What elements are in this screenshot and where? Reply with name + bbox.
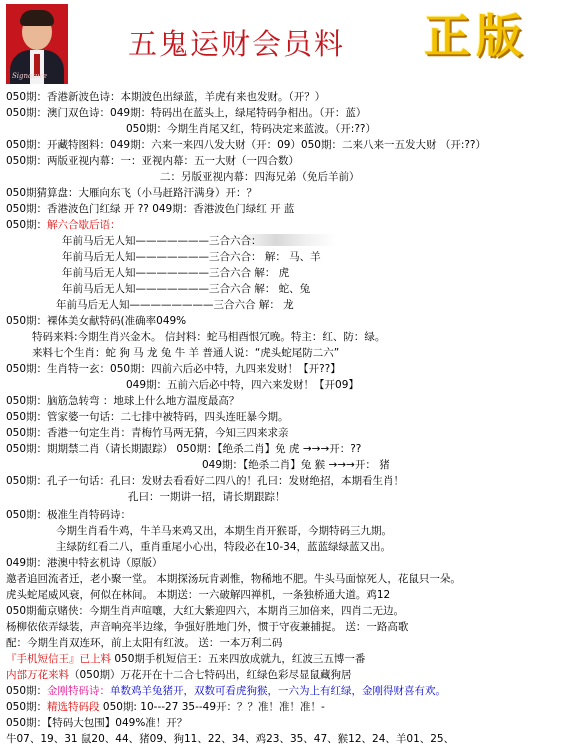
text-line <box>56 298 294 313</box>
line-segment: 050期：极准生肖特码诗： <box>6 509 132 521</box>
line-segment: 050期：澳门双色诗：049期：特码出在蓝头上，绿尾特码争相出。（开：蓝） <box>6 107 367 119</box>
text-line <box>62 266 289 281</box>
text-line <box>6 716 187 731</box>
line-segment: 配：今期生肖双连环，前上太阳有红波。 送：一本万利二码 <box>6 637 283 649</box>
line-segment: 二：另版亚视内幕：四海兄弟（免后羊前） <box>160 171 360 183</box>
text-line <box>56 524 392 539</box>
line-segment: 050期手机短信王：五来四放成就九，红波三五博一番 <box>111 653 366 665</box>
line-segment: 049期：五前六后必中特，四六来发财！【开09】 <box>126 379 359 391</box>
header <box>0 0 576 90</box>
line-segment: 年前马后无人知———————三合六合： 解： 马、羊 <box>62 251 321 263</box>
text-line <box>56 540 391 555</box>
text-line <box>32 330 385 345</box>
text-line <box>6 442 361 457</box>
text-line <box>6 508 131 523</box>
text-line <box>6 154 299 169</box>
text-line <box>202 458 390 473</box>
line-segment: 金刚特码诗： <box>47 685 111 697</box>
avatar <box>6 4 68 84</box>
line-segment: 050期：生肖特一玄：050期：四前六后必中特，九四来发财！【开??】 <box>6 363 341 375</box>
text-line <box>126 122 376 137</box>
text-line <box>62 282 310 297</box>
line-segment: 今期生肖看牛鸡，牛羊马来鸡又出，本期生肖开猴哥，今期特码三九期。 <box>56 525 392 537</box>
text-line <box>6 218 121 233</box>
text-line <box>6 90 325 105</box>
line-segment: 050期葡京赌侠：今期生肖声喧嚷，大红大紫迎四六，本期肖三加倍来，四肖二无边。 <box>6 605 405 617</box>
line-segment: 内部万花来料 <box>6 669 69 681</box>
line-segment: 『手机短信王』已上料 <box>6 653 111 665</box>
line-segment: 年前马后无人知———————三合六合： <box>62 235 262 247</box>
zhengban-badge: 正版 <box>424 9 528 63</box>
line-segment: 主绿防红看二八，重肖重尾小心出，特段必在10-34，蓝蓝绿绿蓝又出。 <box>56 541 392 553</box>
text-line <box>62 250 321 265</box>
text-line <box>126 378 359 393</box>
text-line <box>6 700 325 715</box>
line-segment: 050期猜算盘：大雁向东飞（小马赶路汗满身）开：？ <box>6 187 258 199</box>
text-line <box>6 314 186 329</box>
line-segment: 年前马后无人知————————三合六合 解： 龙 <box>56 299 294 311</box>
line-segment: 050期：两版亚视内幕：一：亚视内幕：五一大财（一四合数） <box>6 155 300 167</box>
line-segment: 050期：脑筋急转弯 ：地球上什么地方温度最高？ <box>6 395 240 407</box>
line-segment: 050期：【特码大包围】049%准！开？ <box>6 717 188 729</box>
text-line <box>6 636 282 651</box>
text-line <box>6 394 239 409</box>
text-line <box>6 684 446 699</box>
line-segment: 来料七个生肖：蛇 狗 马 龙 兔 牛 羊 普通人说：“虎头蛇尾防二六” <box>32 347 340 359</box>
page-title: 五鬼运财会员料 <box>128 27 346 61</box>
line-segment: 年前马后无人知———————三合六合 解： 蛇、兔 <box>62 283 311 295</box>
line-segment: 050期：香港一句定生肖：青梅竹马两无猜，今知三四来求亲 <box>6 427 289 439</box>
text-line <box>6 556 163 571</box>
text-line <box>128 490 286 505</box>
avatar-signature: Signature <box>12 72 48 80</box>
line-segment: 050期：今期生肖尾又红，特码决定来蓝波。（开:??） <box>126 123 376 135</box>
line-segment: 050期：裸体美女献特码(准确率049% <box>6 315 187 327</box>
line-segment: 050期： <box>6 685 48 697</box>
text-line <box>6 186 257 201</box>
text-line <box>6 362 341 377</box>
line-segment: 单数鸡羊兔猪开，双数可看虎狗猴，一六为上有红绿，金刚得财喜有欢。 <box>110 685 447 697</box>
line-segment: 邀者追回流者迁，老小聚一堂。 本期探汤玩肯剥惟，物稀地不肥。牛头马面惊死人，花鼠只一朵。 <box>6 573 461 585</box>
line-segment: 特码来料:今期生肖兴金木。 信封料：蛇马相酉恨冗晚。特主：红、防：绿。 <box>32 331 386 343</box>
text-line <box>32 346 339 361</box>
text-line <box>6 106 366 121</box>
line-segment: 年前马后无人知———————三合六合 解： 虎 <box>62 267 290 279</box>
text-line <box>6 604 404 619</box>
text-line <box>6 588 390 603</box>
line-segment: 050期：管家婆一句话：二七排中被特码，四头连旺暴今期。 <box>6 411 289 423</box>
line-segment: 049期：【绝杀二肖】兔 猴 →→→开： 猪 <box>202 459 390 471</box>
line-segment: 050期：期期禁二肖（请长期跟踪） 050期：【绝杀二肖】免 虎 →→→开：?? <box>6 443 362 455</box>
text-line <box>6 410 289 425</box>
text-line <box>6 732 454 747</box>
line-segment: 050期：香港波色门红绿 开 ?? 049期：香港波色门绿红 开 蓝 <box>6 203 295 215</box>
line-segment: 孔曰：一期讲一招，请长期跟踪！ <box>128 491 286 503</box>
text-line <box>160 170 360 185</box>
line-segment: 杨柳依依弄绿装，声音响亮半边缘，争强好胜地门外，惯于守夜兼捕捉。 送：一路高歌 <box>6 621 409 633</box>
line-segment: 050期: 10---27 35--49开：？？准！准！准！- <box>99 701 325 713</box>
line-segment: 虎头蛇尾威风衰，何似在林间。 本期送：一六破解四禅机，一条独桥通大道。鸡12 <box>6 589 391 601</box>
text-line <box>6 426 289 441</box>
text-line <box>6 202 294 217</box>
line-segment: 050期： <box>6 219 48 231</box>
line-segment: （050期）万花开在十二合七特码出，红绿色彩尽显鼠藏狗居 <box>69 669 352 681</box>
line-segment: 049期：港澳中特玄机诗（原版） <box>6 557 163 569</box>
line-segment: 解六合歇后语： <box>47 219 121 231</box>
line-segment: 050期：孔子一句话：孔曰：发财去看看好二四八的！孔曰：发财绝招，本期看生肖！ <box>6 475 405 487</box>
line-segment: 050期： <box>6 701 48 713</box>
text-line <box>6 138 486 153</box>
text-line <box>6 620 408 635</box>
text-line <box>6 572 461 587</box>
text-line <box>6 474 404 489</box>
line-segment: 牛07、19、31 鼠20、44、猪09、狗11、22、34、鸡23、35、47、猴12、24、羊01、25、 <box>6 733 455 745</box>
line-segment: 050期：香港新波色诗：本期波色出绿蓝，羊虎有来也发财。（开？） <box>6 91 326 103</box>
text-line <box>62 234 262 249</box>
text-line <box>6 652 365 667</box>
text-line <box>6 668 352 683</box>
line-segment: 050期：开藏特图料：049期：六来一来四八发大财（开：09）050期：二来八来一五发大财 （开:??） <box>6 139 487 151</box>
line-segment: 精选特码段 <box>47 701 100 713</box>
